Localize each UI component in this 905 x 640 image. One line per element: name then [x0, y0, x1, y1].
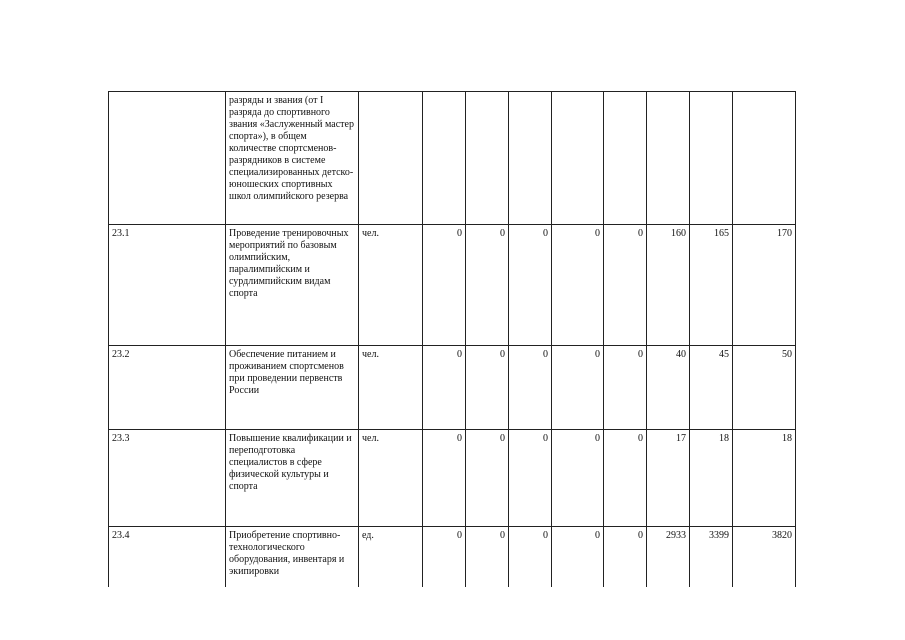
- cell-number: [109, 92, 226, 225]
- cell-value: 0: [423, 346, 466, 430]
- cell-value: 18: [733, 430, 796, 527]
- cell-value: 0: [604, 430, 647, 527]
- table-row: [109, 346, 796, 430]
- cell-value: 0: [423, 225, 466, 346]
- cell-name: Повышение квалификации и переподготовка специалистов в сфере физической культуры и спорта: [226, 430, 359, 527]
- cell-value: 0: [466, 527, 509, 587]
- cell-value: 17: [647, 430, 690, 527]
- cell-value: 18: [690, 430, 733, 527]
- cell-value: 45: [690, 346, 733, 430]
- cell-value: 0: [509, 346, 552, 430]
- cell-value: 0: [466, 225, 509, 346]
- cell-value: 40: [647, 346, 690, 430]
- cell-value: [604, 92, 647, 225]
- cell-value: [647, 92, 690, 225]
- cell-name: разряды и звания (от I разряда до спортивного звания «Заслуженный мастер спорта»), в общем количестве спортсменов-разрядников в системе специализированных детско-юношеских спортивных школ олимпийского резерва: [226, 92, 359, 225]
- cell-number: 23.4: [109, 527, 226, 587]
- cell-unit: чел.: [359, 346, 423, 430]
- cell-value: 0: [509, 225, 552, 346]
- cell-unit: чел.: [359, 430, 423, 527]
- cell-value: 3820: [733, 527, 796, 587]
- cell-value: 0: [604, 225, 647, 346]
- cell-value: [552, 92, 604, 225]
- cell-value: [466, 92, 509, 225]
- cell-unit: [359, 92, 423, 225]
- cell-value: [733, 92, 796, 225]
- cell-value: 0: [509, 430, 552, 527]
- table-row-continuation: [109, 92, 796, 225]
- cell-number: 23.2: [109, 346, 226, 430]
- cell-value: 50: [733, 346, 796, 430]
- cell-number: 23.1: [109, 225, 226, 346]
- cell-unit: ед.: [359, 527, 423, 587]
- cell-value: 0: [552, 346, 604, 430]
- cell-name: Обеспечение питанием и проживанием спортсменов при проведении первенств России: [226, 346, 359, 430]
- cell-value: [423, 92, 466, 225]
- cell-value: 0: [423, 527, 466, 587]
- indicators-table: [108, 91, 796, 587]
- cell-value: 3399: [690, 527, 733, 587]
- cell-value: 0: [466, 430, 509, 527]
- table-row: [109, 430, 796, 527]
- cell-value: 0: [552, 225, 604, 346]
- cell-value: 2933: [647, 527, 690, 587]
- cell-value: 160: [647, 225, 690, 346]
- cell-unit: чел.: [359, 225, 423, 346]
- cell-value: 0: [552, 430, 604, 527]
- cell-value: 0: [604, 346, 647, 430]
- cell-value: 0: [509, 527, 552, 587]
- cell-value: 170: [733, 225, 796, 346]
- cell-name: Приобретение спортивно-технологического оборудования, инвентаря и экипировки: [226, 527, 359, 587]
- cell-value: 0: [423, 430, 466, 527]
- table-row: [109, 527, 796, 587]
- cell-name: Проведение тренировочных мероприятий по базовым олимпийским, паралимпийским и сурдлимпийским видам спорта: [226, 225, 359, 346]
- table-row: [109, 225, 796, 346]
- cell-value: 0: [466, 346, 509, 430]
- cell-value: [690, 92, 733, 225]
- cell-number: 23.3: [109, 430, 226, 527]
- cell-value: 0: [604, 527, 647, 587]
- cell-value: 165: [690, 225, 733, 346]
- cell-value: [509, 92, 552, 225]
- cell-value: 0: [552, 527, 604, 587]
